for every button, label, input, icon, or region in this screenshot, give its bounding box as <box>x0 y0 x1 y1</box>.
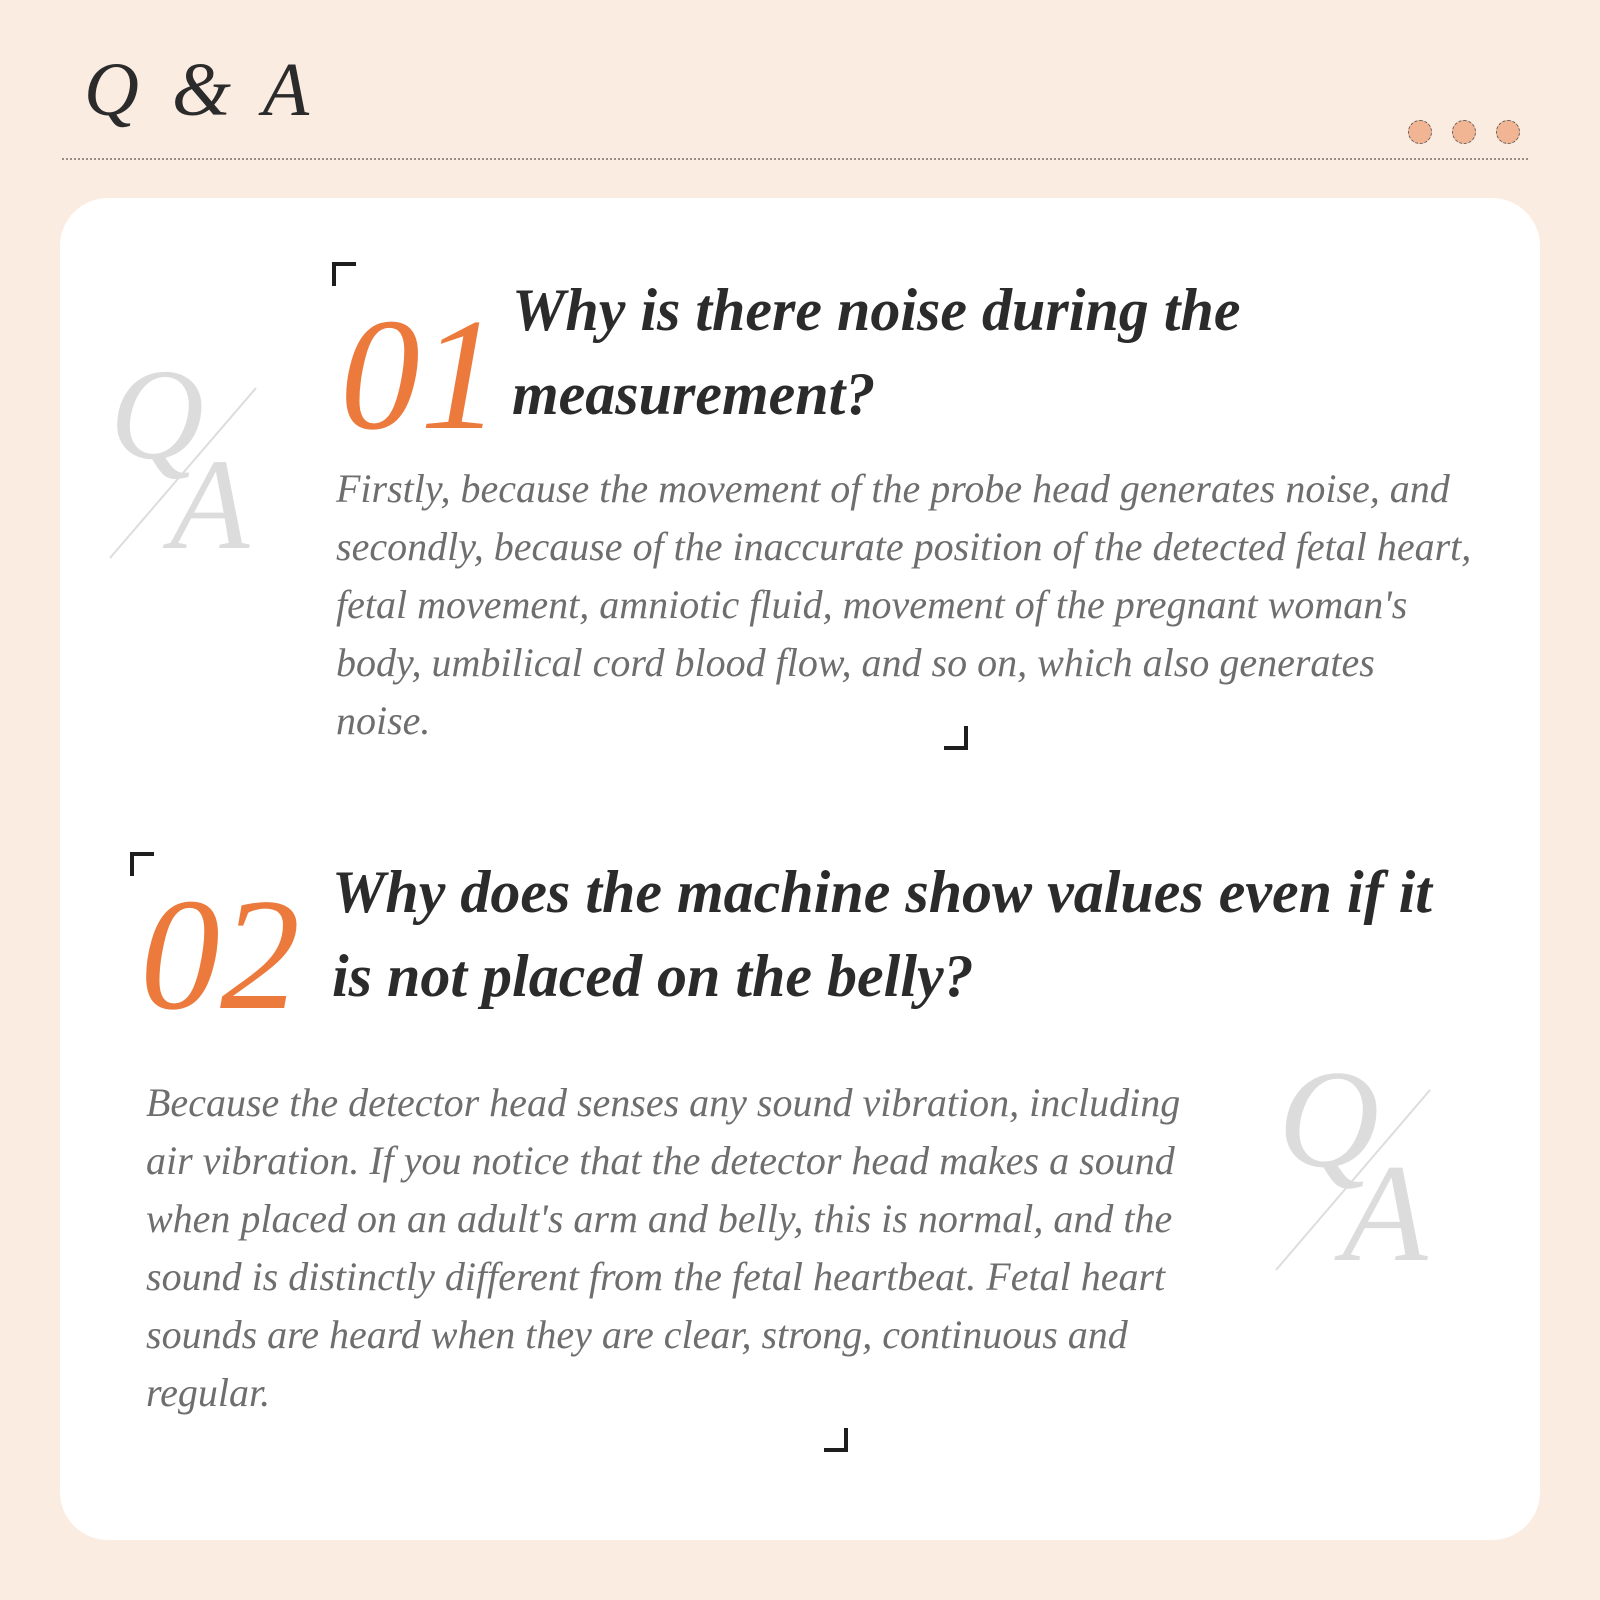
question-number: 02 <box>140 865 300 1043</box>
header-divider <box>62 158 1528 160</box>
decorative-dots <box>1408 120 1520 144</box>
dot-icon <box>1452 120 1476 144</box>
qa-watermark-icon <box>1270 1048 1490 1298</box>
corner-bracket-icon <box>824 1428 848 1452</box>
dot-icon <box>1496 120 1520 144</box>
corner-bracket-icon <box>332 262 356 286</box>
watermark-letter-a: A <box>170 433 250 577</box>
answer-text: Because the detector head senses any sound vibration, including air vibration. If you notice that the detector head makes a sound when placed on an adult's arm and belly, this is normal, and the sound is distinctly different from the fetal heartbeat. Fetal heart sounds are heard when they are clear, strong, continuous and regular. <box>146 1080 1181 1415</box>
page-title: Q & A <box>84 48 314 132</box>
watermark-letter-a: A <box>1342 1136 1428 1291</box>
question-title: Why does the machine show values even if it is not placed on the belly? <box>332 859 1432 1009</box>
watermark-letter-q: Q <box>110 348 204 487</box>
answer-text: Firstly, because the movement of the probe head generates noise, and secondly, because of the inaccurate position of the detected fetal heart, fetal movement, amniotic fluid, movement of the pregnant woman's body, umbilical cord blood flow, and so on, which also generates noise. <box>336 466 1472 743</box>
watermark-letter-q: Q <box>1278 1048 1380 1197</box>
dot-icon <box>1408 120 1432 144</box>
question-number: 01 <box>340 285 500 463</box>
qa-card <box>60 198 1540 1540</box>
corner-bracket-icon <box>944 726 968 750</box>
question-title: Why is there noise during the measurement? <box>512 277 1241 427</box>
qa-watermark-icon <box>106 348 306 588</box>
